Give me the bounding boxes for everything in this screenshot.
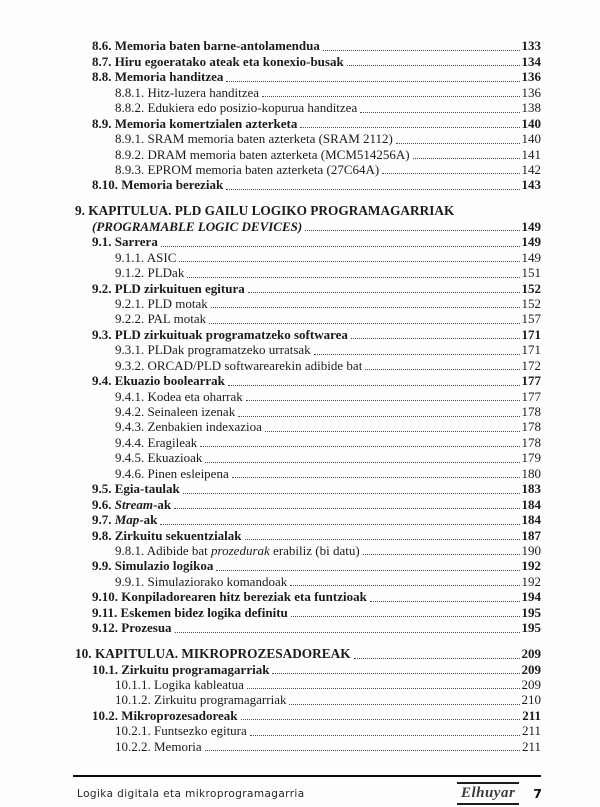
toc-entry-label: 10. KAPITULUA. MIKROPROZESADOREAK xyxy=(75,646,351,662)
dotted-leader xyxy=(161,246,520,247)
toc-entry xyxy=(75,326,541,341)
toc-entry xyxy=(75,100,541,115)
toc xyxy=(75,38,541,754)
toc-page-number: 136 xyxy=(521,69,541,85)
toc-entry xyxy=(75,419,541,434)
dotted-leader xyxy=(314,354,520,355)
toc-page-number: 179 xyxy=(521,450,541,466)
toc-entry-label: 9.10. Konpiladorearen hitz bereziak eta funtzioak xyxy=(92,589,367,605)
dotted-leader xyxy=(272,673,519,674)
toc-entry xyxy=(75,723,541,738)
dotted-leader xyxy=(232,477,520,478)
toc-page-number: 211 xyxy=(521,738,541,754)
toc-entry-label: 9.1.2. PLDak xyxy=(115,265,185,281)
toc-page-number: 152 xyxy=(521,295,541,311)
toc-entry xyxy=(75,342,541,357)
footer-rule xyxy=(73,775,541,777)
toc-entry xyxy=(75,604,541,619)
toc-entry-label: 10.1.1. Logika kableatua xyxy=(115,676,244,692)
toc-entry xyxy=(75,558,541,573)
toc-page-number: 171 xyxy=(521,326,541,342)
toc-entry-label: 8.9.3. EPROM memoria baten azterketa (27C64A) xyxy=(115,161,380,177)
toc-page-number: 177 xyxy=(521,373,541,389)
toc-entry-label: 8.6. Memoria baten barne-antolamendua xyxy=(92,38,320,54)
dotted-leader xyxy=(209,323,519,324)
toc-entry-label: 8.8.1. Hitz-luzera handitzea xyxy=(115,84,260,100)
dotted-leader xyxy=(347,65,520,66)
dotted-leader xyxy=(245,539,520,540)
toc-entry xyxy=(75,388,541,403)
toc-entry xyxy=(75,234,541,249)
toc-entry-label: 9.2. PLD zirkuituen egitura xyxy=(92,280,245,296)
toc-entry-label: 10.1.2. Zirkuitu programagarriak xyxy=(115,692,287,708)
toc-page-number: 136 xyxy=(521,84,541,100)
dotted-leader xyxy=(174,508,519,509)
chapter-10-block xyxy=(75,646,541,754)
toc-entry xyxy=(75,69,541,84)
toc-entry-label: 9.4.6. Pinen esleipena xyxy=(115,465,229,481)
dotted-leader xyxy=(175,632,520,633)
dotted-leader xyxy=(250,735,520,736)
toc-page-number: 192 xyxy=(521,558,541,574)
dotted-leader xyxy=(200,446,519,447)
toc-entry xyxy=(75,481,541,496)
toc-entry xyxy=(75,280,541,295)
toc-entry xyxy=(75,373,541,388)
dotted-leader xyxy=(354,658,520,659)
toc-entry-label: 9.4.5. Ekuazioak xyxy=(115,450,203,466)
toc-entry-label: 10.1. Zirkuitu programagarriak xyxy=(92,661,270,677)
toc-entry-label: 8.7. Hiru egoeratako ateak eta konexio-busak xyxy=(92,53,344,69)
toc-page-number: 151 xyxy=(521,265,541,281)
toc-page-number: 133 xyxy=(521,38,541,54)
toc-entry xyxy=(75,543,541,558)
toc-entry-label: 8.8. Memoria handitzea xyxy=(92,69,224,85)
dotted-leader xyxy=(413,158,520,159)
toc-entry xyxy=(75,620,541,635)
toc-entry-label: 9.1. Sarrera xyxy=(92,234,158,250)
toc-entry-label: 10.2.2. Memoria xyxy=(115,738,202,754)
dotted-leader xyxy=(396,143,520,144)
dotted-leader xyxy=(370,601,520,602)
dotted-leader xyxy=(290,585,519,586)
toc-page-number: 210 xyxy=(521,692,541,708)
toc-entry-label: 9.6. Stream-ak xyxy=(92,496,172,512)
dotted-leader xyxy=(216,570,519,571)
dotted-leader xyxy=(323,50,520,51)
toc-page-number: 211 xyxy=(522,707,541,723)
dotted-leader xyxy=(228,385,520,386)
toc-page-number: 140 xyxy=(521,131,541,147)
toc-page-number: 134 xyxy=(521,53,541,69)
toc-entry-label: 9.4.1. Kodea eta oharrak xyxy=(115,388,243,404)
dotted-leader xyxy=(363,554,520,555)
toc-entry xyxy=(75,589,541,604)
toc-entry-label: 9.9.1. Simulaziorako komandoak xyxy=(115,573,288,589)
toc-entry xyxy=(75,661,541,676)
toc-entry-label: 9.5. Egia-taulak xyxy=(92,481,180,497)
chapter-8-block xyxy=(75,38,541,192)
elhuyar-logo-text: Elhuyar xyxy=(460,785,516,801)
dotted-leader xyxy=(205,462,519,463)
dotted-leader xyxy=(205,750,520,751)
dotted-leader xyxy=(247,688,520,689)
dotted-leader xyxy=(226,189,519,190)
dotted-leader xyxy=(160,524,519,525)
dotted-leader xyxy=(248,292,520,293)
toc-entry-label: 8.9.2. DRAM memoria baten azterketa (MCM514256A) xyxy=(115,146,410,162)
toc-entry xyxy=(75,84,541,99)
toc-entry-label: 8.9.1. SRAM memoria baten azterketa (SRAM 2112) xyxy=(115,131,393,147)
footer-page-number: 7 xyxy=(533,786,542,801)
toc-page-number: 143 xyxy=(521,177,541,193)
toc-entry-label: 9.11. Eskemen bidez logika definitu xyxy=(92,604,288,620)
toc-entry xyxy=(75,265,541,280)
toc-entry xyxy=(75,434,541,449)
toc-entry xyxy=(75,38,541,53)
toc-entry-label: 8.8.2. Edukiera edo posizio-kopurua handitzea xyxy=(115,100,358,116)
toc-entry xyxy=(75,527,541,542)
toc-page-number: 187 xyxy=(521,527,541,543)
toc-page-number: 171 xyxy=(521,342,541,358)
toc-entry-label: 9.7. Map-ak xyxy=(92,512,158,528)
toc-entry xyxy=(75,707,541,722)
toc-entry xyxy=(75,218,541,233)
toc-entry xyxy=(75,177,541,192)
toc-entry-label: 9.8.1. Adibide bat prozedurak erabiliz (bi datu) xyxy=(115,542,360,558)
toc-entry xyxy=(75,738,541,753)
toc-entry-label: 9.4.4. Eragileak xyxy=(115,434,198,450)
toc-page-number: 141 xyxy=(521,146,541,162)
chapter-9-block xyxy=(75,203,541,635)
toc-entry xyxy=(75,311,541,326)
toc-entry-label: 8.9. Memoria komertzialen azterketa xyxy=(92,115,298,131)
footer xyxy=(77,782,542,805)
toc-page-number: 211 xyxy=(521,723,541,739)
toc-page-number: 138 xyxy=(521,100,541,116)
toc-page-number: 192 xyxy=(521,573,541,589)
toc-entry xyxy=(75,249,541,264)
toc-entry xyxy=(75,131,541,146)
footer-book-title: Logika digitala eta mikroprogramagarria xyxy=(77,787,305,800)
dotted-leader xyxy=(246,400,520,401)
toc-page-number: 157 xyxy=(521,311,541,327)
toc-entry xyxy=(75,692,541,707)
toc-entry xyxy=(75,573,541,588)
elhuyar-logo xyxy=(457,782,519,805)
toc-entry-label: 9.3.1. PLDak programatzeko urratsak xyxy=(115,342,311,358)
dotted-leader xyxy=(360,112,519,113)
toc-page-number: 184 xyxy=(521,496,541,512)
toc-page-number: 178 xyxy=(521,404,541,419)
toc-page-number: 195 xyxy=(521,620,541,636)
toc-page-number: 177 xyxy=(521,388,541,404)
toc-entry xyxy=(75,115,541,130)
toc-page-number: 209 xyxy=(521,661,541,677)
toc-entry xyxy=(75,465,541,480)
dotted-leader xyxy=(365,369,519,370)
toc-entry xyxy=(75,53,541,68)
toc-entry-label: 9.4.2. Seinaleen izenak xyxy=(115,404,236,419)
dotted-leader xyxy=(300,127,519,128)
toc-page-number: 195 xyxy=(521,604,541,620)
toc-entry-label: 9.2.1. PLD motak xyxy=(115,295,208,311)
dotted-leader xyxy=(305,230,519,231)
toc-page-number: 209 xyxy=(521,646,541,662)
toc-entry-label: 9.12. Prozesua xyxy=(92,620,172,636)
chapter-heading xyxy=(75,646,541,661)
toc-page-number: 184 xyxy=(521,512,541,528)
toc-page-number: 142 xyxy=(521,161,541,177)
toc-entry-label: 9.8. Zirkuitu sekuentzialak xyxy=(92,527,242,543)
toc-entry xyxy=(75,146,541,161)
toc-entry xyxy=(75,450,541,465)
toc-entry xyxy=(75,677,541,692)
toc-page-number: 209 xyxy=(521,676,541,692)
toc-page-number: 178 xyxy=(521,419,541,435)
toc-entry-label: 9. KAPITULUA. PLD GAILU LOGIKO PROGRAMAGARRIAK xyxy=(75,203,455,219)
toc-page-number: 194 xyxy=(521,589,541,605)
chapter-heading xyxy=(75,203,541,218)
toc-entry-label: 9.2.2. PAL motak xyxy=(115,311,207,327)
toc-entry-label: 10.2. Mikroprozesadoreak xyxy=(92,707,238,723)
toc-entry xyxy=(75,296,541,311)
toc-entry-label: (PROGRAMABLE LOGIC DEVICES) xyxy=(92,218,303,234)
toc-entry-label: 9.3.2. ORCAD/PLD softwarearekin adibide bat xyxy=(115,357,363,373)
toc-entry-label: 9.1.1. ASIC xyxy=(115,249,177,265)
dotted-leader xyxy=(187,277,519,278)
toc-entry-label: 9.4.3. Zenbakien indexazioa xyxy=(115,419,262,435)
dotted-leader xyxy=(351,338,520,339)
toc-entry xyxy=(75,512,541,527)
dotted-leader xyxy=(183,493,520,494)
toc-page-number: 149 xyxy=(521,249,541,265)
dotted-leader xyxy=(289,704,519,705)
toc-entry xyxy=(75,357,541,372)
toc-page-number: 190 xyxy=(521,542,541,558)
dotted-leader xyxy=(265,431,520,432)
toc-entry xyxy=(75,404,541,419)
toc-page-number: 149 xyxy=(521,218,541,234)
dotted-leader xyxy=(241,719,521,720)
toc-entry-label: 9.3. PLD zirkuituak programatzeko softwarea xyxy=(92,326,348,342)
dotted-leader xyxy=(382,173,519,174)
toc-entry-label: 8.10. Memoria bereziak xyxy=(92,177,224,193)
dotted-leader xyxy=(291,616,520,617)
toc-page-number: 180 xyxy=(521,465,541,481)
toc-entry-label: 9.9. Simulazio logikoa xyxy=(92,558,214,574)
toc-page-number: 152 xyxy=(521,280,541,296)
dotted-leader xyxy=(238,416,519,417)
toc-page-number: 149 xyxy=(521,234,541,250)
toc-page-number: 172 xyxy=(521,357,541,373)
dotted-leader xyxy=(226,81,519,82)
dotted-leader xyxy=(262,96,519,97)
toc-page-number: 178 xyxy=(521,434,541,450)
toc-entry-label: 9.4. Ekuazio boolearrak xyxy=(92,373,225,389)
toc-entry xyxy=(75,496,541,511)
toc-page-number: 140 xyxy=(521,115,541,131)
toc-page-number: 183 xyxy=(521,481,541,497)
toc-entry xyxy=(75,162,541,177)
dotted-leader xyxy=(211,307,520,308)
toc-entry-label: 10.2.1. Funtsezko egitura xyxy=(115,723,247,739)
dotted-leader xyxy=(179,261,519,262)
